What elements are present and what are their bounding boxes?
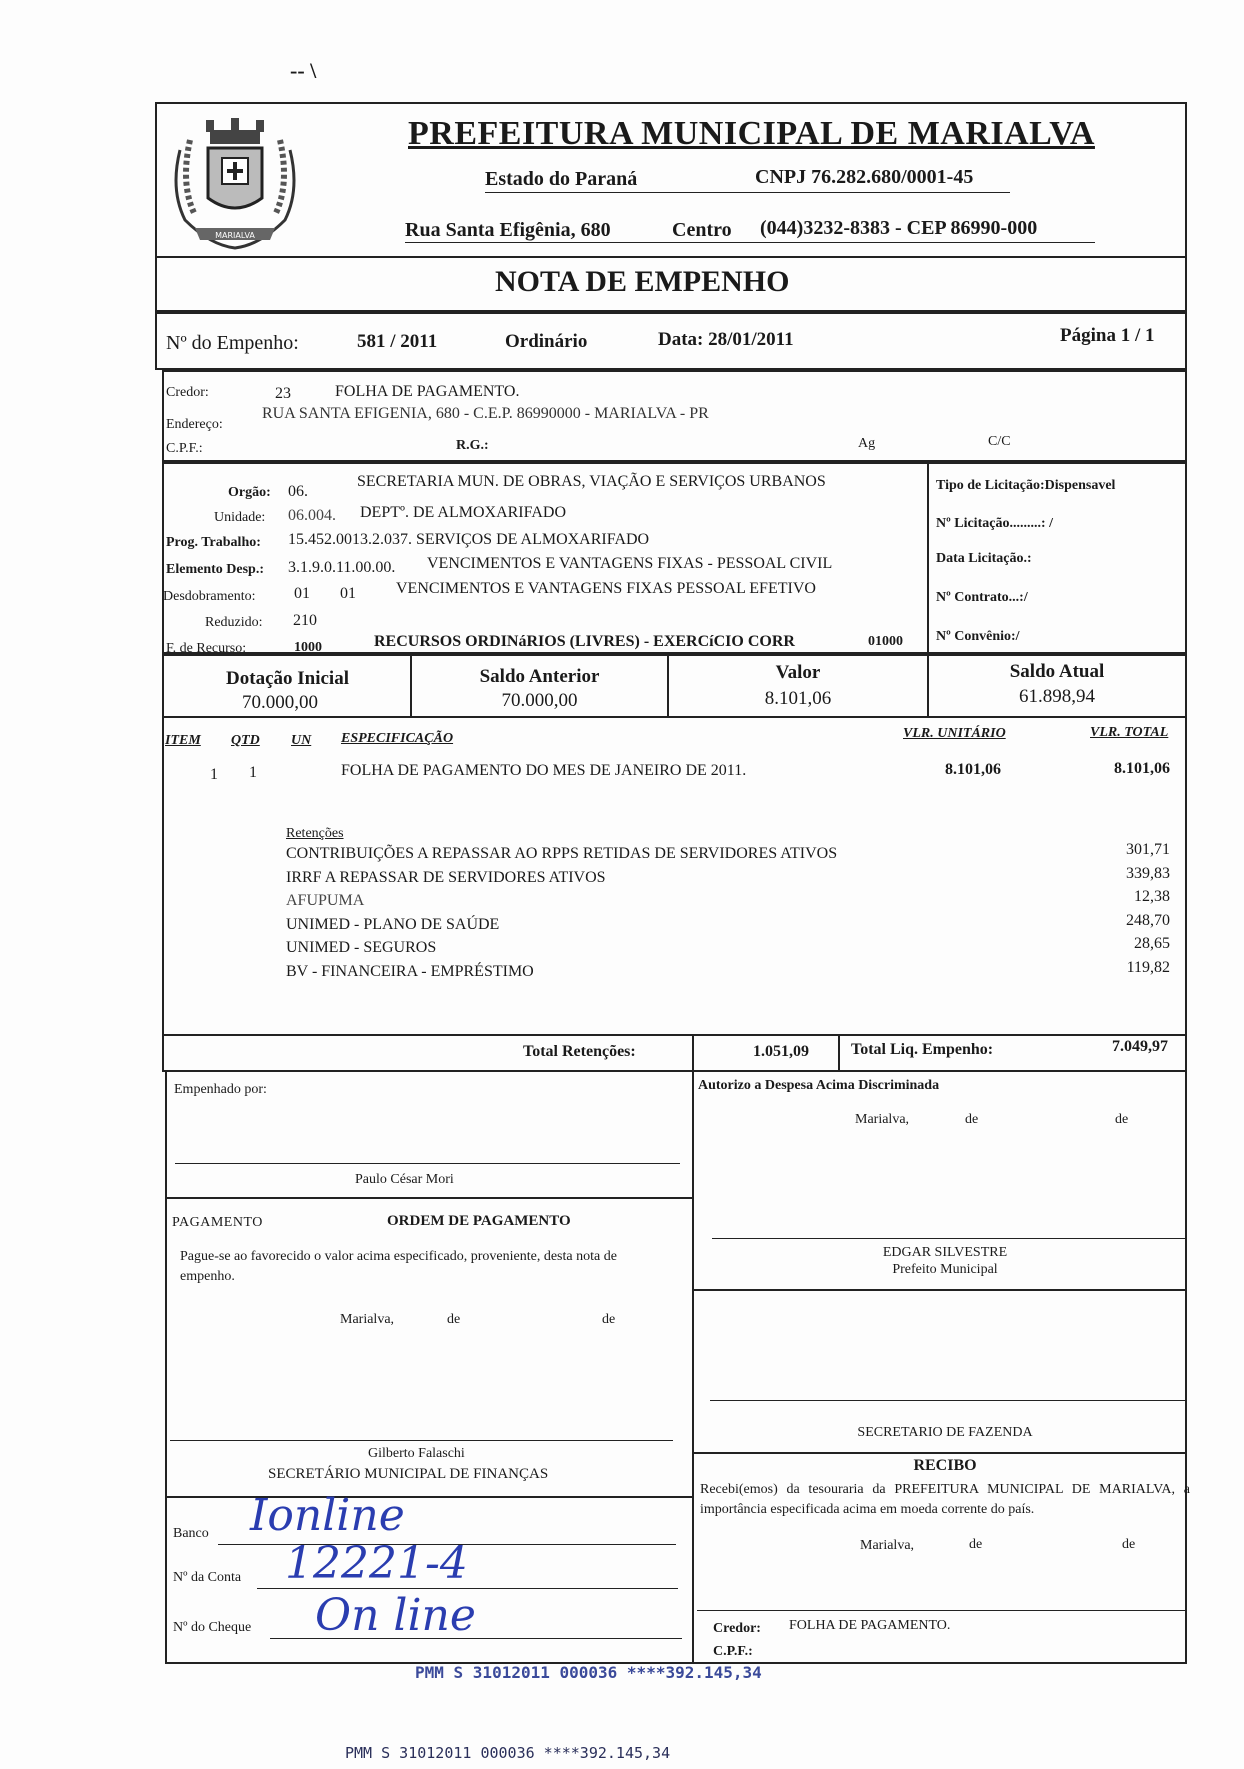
retencao-value: 339,83 bbox=[1126, 864, 1170, 882]
dotacao-value: 70.000,00 bbox=[242, 692, 318, 713]
retencao-value: 248,70 bbox=[1126, 911, 1170, 929]
unidade-code: 06.004. bbox=[288, 507, 336, 524]
licitacao-convenio: Nº Convênio:/ bbox=[936, 629, 1020, 644]
empenho-number: 581 / 2011 bbox=[357, 331, 438, 352]
fazenda-role: SECRETARIO DE FAZENDA bbox=[857, 1425, 1033, 1440]
dotacao-label: Dotação Inicial bbox=[226, 668, 349, 689]
desdobramento-value: VENCIMENTOS E VANTAGENS FIXAS PESSOAL EFETIVO bbox=[396, 580, 816, 597]
ordem-pagamento-label: ORDEM DE PAGAMENTO bbox=[387, 1213, 571, 1229]
endereco-value: RUA SANTA EFIGENIA, 680 - C.E.P. 86990000 - MARIALVA - PR bbox=[262, 405, 709, 422]
retencao-value: 301,71 bbox=[1126, 841, 1170, 858]
empenhado-label: Empenhado por: bbox=[174, 1082, 267, 1097]
cnpj-label: CNPJ 76.282.680/0001-45 bbox=[755, 166, 974, 188]
prefeito-role: Prefeito Municipal bbox=[892, 1262, 998, 1277]
saldo-atual-value: 61.898,94 bbox=[1019, 686, 1095, 707]
item-total-value: 8.101,06 bbox=[1114, 760, 1170, 777]
saldo-anterior-label: Saldo Anterior bbox=[479, 666, 600, 687]
empenho-type: Ordinário bbox=[505, 331, 588, 352]
recibo-text: Recebi(emos) da tesouraria da PREFEITURA MUNICIPAL DE MARIALVA, a importância especificada acima em moeda corrente do país. bbox=[700, 1482, 1190, 1517]
recurso-label: F. de Recurso: bbox=[166, 641, 247, 656]
licitacao-data: Data Licitação.: bbox=[936, 551, 1032, 566]
col-un: UN bbox=[291, 733, 312, 748]
col-item: ITEM bbox=[165, 733, 201, 748]
recurso-value: RECURSOS ORDINáRIOS (LIVRES) - EXERCíCIO CORR bbox=[374, 633, 795, 650]
orgao-code: 06. bbox=[288, 483, 308, 500]
page-title: PREFEITURA MUNICIPAL DE MARIALVA bbox=[408, 115, 1095, 152]
totals-row bbox=[162, 1034, 1187, 1072]
prog-label: Prog. Trabalho: bbox=[166, 535, 261, 550]
ag-label: Ag bbox=[858, 436, 876, 451]
recurso-code: 1000 bbox=[294, 640, 322, 655]
state-label: Estado do Paraná bbox=[485, 168, 638, 190]
pagamento-city: Marialva, bbox=[340, 1312, 395, 1327]
credor-code: 23 bbox=[275, 385, 291, 402]
valor-label: Valor bbox=[775, 662, 821, 683]
scan-mark: -- \ bbox=[290, 58, 317, 83]
total-liquido-label: Total Liq. Empenho: bbox=[851, 1041, 994, 1058]
recibo-cpf-label: C.P.F.: bbox=[713, 1644, 753, 1659]
recibo-credor-value: FOLHA DE PAGAMENTO. bbox=[789, 1618, 951, 1633]
retencao-desc: BV - FINANCEIRA - EMPRÉSTIMO bbox=[286, 962, 534, 980]
payment-stamp: PMM S 31012011 000036 ****392.145,34 bbox=[415, 1663, 762, 1682]
financas-name: Gilberto Falaschi bbox=[368, 1446, 465, 1461]
item-qtd: 1 bbox=[249, 764, 257, 781]
retencao-value: 119,82 bbox=[1126, 958, 1170, 976]
credor-label: Credor: bbox=[166, 385, 209, 400]
address-street: Rua Santa Efigênia, 680 bbox=[405, 219, 611, 241]
total-retencoes-label: Total Retenções: bbox=[523, 1043, 636, 1060]
cheque-handwritten: On line bbox=[315, 1590, 476, 1641]
recibo-city: Marialva, bbox=[860, 1538, 915, 1553]
col-vlr-total: VLR. TOTAL bbox=[1090, 725, 1169, 740]
retencao-desc: AFUPUMA bbox=[286, 892, 365, 909]
col-qtd: QTD bbox=[231, 733, 260, 748]
orgao-value: SECRETARIA MUN. DE OBRAS, VIAÇÃO E SERVIÇOS URBANOS bbox=[357, 473, 826, 490]
retencao-value: 12,38 bbox=[1134, 888, 1170, 905]
retencoes-list bbox=[286, 842, 837, 983]
desdobramento-b: 01 bbox=[340, 585, 356, 602]
licitacao-tipo: Tipo de Licitação:Dispensavel bbox=[936, 478, 1116, 493]
banco-handwritten: Ionline bbox=[250, 1490, 405, 1541]
endereco-label: Endereço: bbox=[166, 417, 223, 432]
col-especificacao: ESPECIFICAÇÃO bbox=[341, 731, 454, 746]
page-number: Página 1 / 1 bbox=[1060, 325, 1155, 346]
recibo-de-1: de bbox=[969, 1537, 983, 1552]
retencao-desc: UNIMED - PLANO DE SAÚDE bbox=[286, 915, 500, 933]
retencoes-title: Retenções bbox=[286, 826, 344, 841]
autorizo-label: Autorizo a Despesa Acima Discriminada bbox=[698, 1078, 940, 1093]
cheque-label: Nº do Cheque bbox=[173, 1620, 252, 1635]
elemento-label: Elemento Desp.: bbox=[166, 562, 264, 577]
licitacao-contrato: Nº Contrato...:/ bbox=[936, 590, 1028, 605]
financas-role: SECRETÁRIO MUNICIPAL DE FINANÇAS bbox=[268, 1466, 549, 1482]
item-unit-value: 8.101,06 bbox=[945, 761, 1001, 778]
coat-of-arms-icon bbox=[160, 110, 310, 255]
licitacao-numero: Nº Licitação.........: / bbox=[936, 516, 1053, 531]
rg-label: R.G.: bbox=[456, 438, 489, 453]
address-phone-cep: (044)3232-8383 - CEP 86990-000 bbox=[760, 217, 1038, 239]
item-description: FOLHA DE PAGAMENTO DO MES DE JANEIRO DE 2011. bbox=[341, 762, 747, 779]
recibo-title: RECIBO bbox=[913, 1457, 977, 1474]
recibo-credor-label: Credor: bbox=[713, 1621, 761, 1636]
retencao-desc: UNIMED - SEGUROS bbox=[286, 939, 437, 956]
pagamento-de-2: de bbox=[602, 1312, 616, 1327]
autorizo-de-2: de bbox=[1115, 1112, 1129, 1127]
orgao-label: Orgão: bbox=[228, 485, 271, 500]
empenho-date: Data: 28/01/2011 bbox=[658, 329, 794, 350]
retencao-desc: CONTRIBUIÇÕES A REPASSAR AO RPPS RETIDAS DE SERVIDORES ATIVOS bbox=[286, 845, 838, 862]
desdobramento-a: 01 bbox=[294, 585, 310, 602]
reduzido-value: 210 bbox=[293, 612, 317, 629]
retencao-value: 28,65 bbox=[1134, 935, 1170, 952]
cc-label: C/C bbox=[988, 434, 1011, 449]
address-district: Centro bbox=[672, 219, 732, 241]
saldo-anterior-value: 70.000,00 bbox=[501, 690, 578, 711]
elemento-value: VENCIMENTOS E VANTAGENS FIXAS - PESSOAL CIVIL bbox=[427, 555, 833, 572]
total-retencoes-value: 1.051,09 bbox=[753, 1043, 809, 1060]
desdobramento-label: Desdobramento: bbox=[163, 589, 256, 604]
unidade-label: Unidade: bbox=[214, 510, 266, 525]
pagamento-text: Pague-se ao favorecido o valor acima especificado, proveniente, desta nota de empenho. bbox=[180, 1249, 617, 1284]
empenho-number-label: Nº do Empenho: bbox=[166, 332, 299, 354]
conta-handwritten: 12221-4 bbox=[285, 1538, 468, 1589]
svg-text:MARIALVA: MARIALVA bbox=[215, 231, 255, 240]
payment-stamp-bottom: PMM S 31012011 000036 ****392.145,34 bbox=[345, 1744, 671, 1762]
reduzido-label: Reduzido: bbox=[205, 615, 263, 630]
prog-value: 15.452.0013.2.037. SERVIÇOS DE ALMOXARIFADO bbox=[288, 531, 650, 548]
item-number: 1 bbox=[210, 766, 218, 783]
total-liquido-value: 7.049,97 bbox=[1112, 1038, 1168, 1055]
credor-name: FOLHA DE PAGAMENTO. bbox=[335, 383, 520, 400]
valor-value: 8.101,06 bbox=[764, 688, 832, 709]
pagamento-label: PAGAMENTO bbox=[172, 1215, 263, 1230]
empenhado-name: Paulo César Mori bbox=[355, 1172, 454, 1187]
elemento-code: 3.1.9.0.11.00.00. bbox=[288, 559, 396, 576]
conta-label: Nº da Conta bbox=[173, 1570, 242, 1585]
pagamento-de-1: de bbox=[447, 1312, 461, 1327]
prefeito-name: EDGAR SILVESTRE bbox=[882, 1245, 1008, 1260]
col-vlr-unitario: VLR. UNITÁRIO bbox=[903, 726, 1006, 741]
recibo-de-2: de bbox=[1122, 1537, 1136, 1552]
autorizo-city: Marialva, bbox=[855, 1112, 910, 1127]
unidade-value: DEPTº. DE ALMOXARIFADO bbox=[360, 504, 566, 521]
document-title: NOTA DE EMPENHO bbox=[495, 265, 790, 298]
retencao-desc: IRRF A REPASSAR DE SERVIDORES ATIVOS bbox=[286, 868, 606, 886]
autorizo-de-1: de bbox=[965, 1112, 979, 1127]
cpf-label: C.P.F.: bbox=[166, 441, 203, 456]
saldo-atual-label: Saldo Atual bbox=[1009, 661, 1105, 682]
banco-label: Banco bbox=[173, 1526, 209, 1541]
recurso-code2: 01000 bbox=[868, 634, 903, 649]
retencoes-values bbox=[1060, 838, 1170, 979]
